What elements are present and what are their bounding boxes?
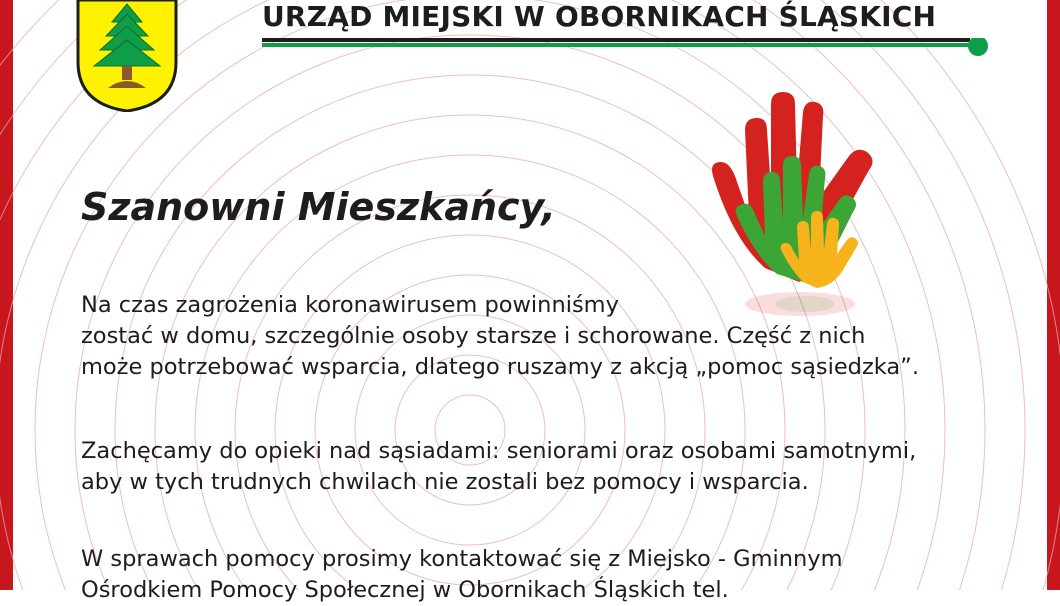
paragraph-line: może potrzebować wsparcia, dlatego ruszamy z akcją „pomoc sąsiedzka”.: [81, 354, 919, 380]
paragraph-3: [81, 544, 843, 606]
paragraph-line: Zachęcamy do opieki nad sąsiadami: seniorami oraz osobami samotnymi,: [81, 438, 917, 464]
paragraph-2: [81, 436, 916, 498]
greeting-heading: Szanowni Mieszkańcy,: [81, 185, 556, 229]
paragraph-line: W sprawach pomocy prosimy kontaktować się z Miejsko - Gminnym: [81, 546, 843, 572]
paragraph-line: zostać w domu, szczególnie osoby starsze i schorowane. Część z nich: [81, 323, 866, 349]
header-underline: [262, 38, 992, 56]
paragraph-line: Ośrodkiem Pomocy Społecznej w Obornikach Śląskich tel.: [81, 577, 729, 603]
office-header-title: URZĄD MIEJSKI W OBORNIKACH ŚLĄSKICH: [262, 0, 937, 33]
paragraph-line: Na czas zagrożenia koronawirusem powinniśmy: [81, 292, 619, 318]
helping-hands-icon: [705, 90, 895, 320]
coat-of-arms-spruce-icon: [72, 0, 182, 112]
paragraph-line: aby w tych trudnych chwilach nie zostali bez pomocy i wsparcia.: [81, 469, 809, 495]
paragraph-1: [81, 290, 919, 383]
